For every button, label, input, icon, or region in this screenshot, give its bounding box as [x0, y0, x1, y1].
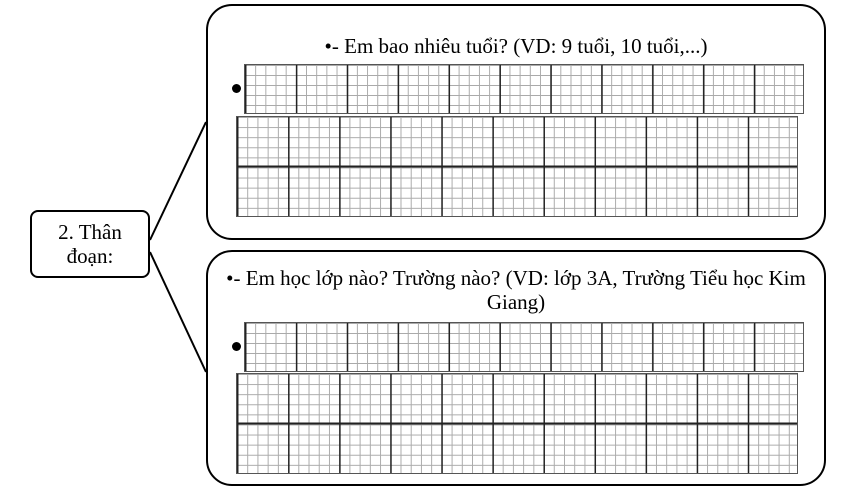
writing-grid-double-line[interactable] [236, 373, 798, 474]
section-label: 2. Thân đoạn: [58, 220, 122, 268]
question-prompt-age: •- Em bao nhiêu tuổi? (VD: 9 tuổi, 10 tuổi,...) [324, 34, 708, 58]
question-panel-school [206, 250, 826, 486]
bullet-icon [232, 84, 241, 93]
section-label-box [30, 210, 150, 278]
writing-grid-single-line[interactable] [244, 64, 804, 114]
bullet-icon [232, 342, 241, 351]
connector-line-bottom [150, 252, 206, 372]
question-prompt-school: •- Em học lớp nào? Trường nào? (VD: lớp 3A, Trường Tiểu học Kim Giang) [226, 266, 806, 314]
connector-line-top [150, 122, 206, 240]
question-panel-age [206, 4, 826, 240]
writing-grid-double-line[interactable] [236, 116, 798, 217]
writing-grid-single-line[interactable] [244, 322, 804, 372]
